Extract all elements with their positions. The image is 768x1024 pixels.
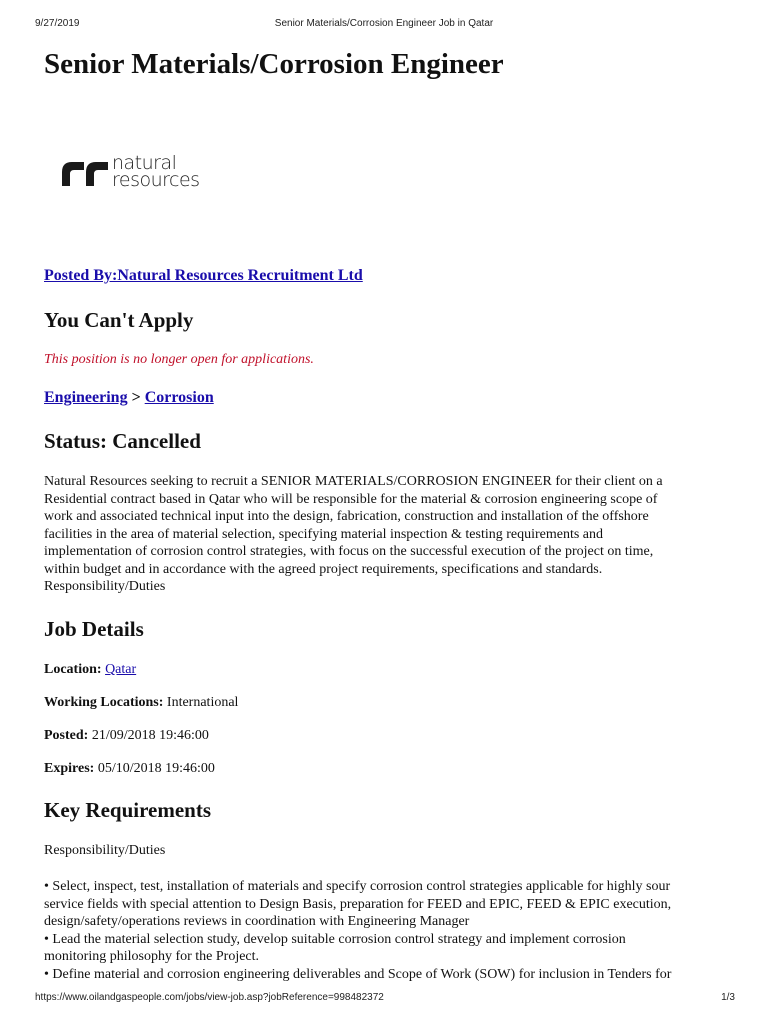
breadcrumb-corrosion-link[interactable]: Corrosion [144, 389, 214, 406]
breadcrumb-engineering-link[interactable]: Engineering [44, 389, 128, 406]
posted-label: Posted: [44, 728, 89, 743]
list-item: • Define material and corrosion engineering deliverables and Scope of Work (SOW) for inclusion in Tenders for [44, 966, 672, 982]
page-title: Senior Materials/Corrosion Engineer [44, 48, 504, 80]
detail-working-locations [44, 695, 238, 711]
description-line: within budget and in accordance with the agreed project requirements, specifications and standards. [44, 561, 603, 577]
detail-expires [44, 761, 215, 777]
list-item: service fields with special attention to Design Basis, preparation for FEED and EPIC, FEED & EPIC execution, [44, 896, 672, 912]
description-line: work and associated technical input into the design, fabrication, construction and installation of the offshore [44, 509, 649, 524]
breadcrumb [44, 389, 214, 407]
print-url: https://www.oilandgaspeople.com/jobs/view-job.asp?jobReference=998482372 [35, 992, 384, 1003]
list-item: • Lead the material selection study, develop suitable corrosion control strategy and implement corrosion [44, 931, 626, 947]
print-date: 9/27/2019 [35, 18, 80, 29]
job-details-heading: Job Details [44, 617, 144, 641]
requirements-list [44, 878, 734, 983]
job-content [44, 46, 734, 982]
logo-text-natural: natural [112, 152, 177, 174]
print-footer [0, 992, 768, 1012]
logo-text-resources: resources [112, 169, 200, 191]
status-heading: Status: Cancelled [44, 429, 201, 453]
working-locations-label: Working Locations: [44, 695, 164, 710]
description-line: Natural Resources seeking to recruit a SENIOR MATERIALS/CORROSION ENGINEER for their client on a [44, 474, 663, 489]
print-title: Senior Materials/Corrosion Engineer Job in Qatar [274, 18, 494, 29]
description-line: Residential contract based in Qatar who will be responsible for the material & corrosion engineering scope of [44, 491, 658, 507]
description-line: facilities in the area of material selection, specifying material inspection & testing requirements and [44, 526, 604, 542]
closed-message: This position is no longer open for applications. [44, 352, 314, 367]
detail-posted [44, 728, 209, 744]
posted-by-link[interactable]: Posted By:Natural Resources Recruitment Ltd [44, 267, 363, 284]
responsibility-label: Responsibility/Duties [44, 843, 166, 858]
company-logo [62, 154, 232, 194]
working-locations-value: International [166, 695, 239, 710]
detail-location [44, 662, 136, 678]
natural-resources-logo-icon [62, 162, 110, 186]
description-line: implementation of corrosion control strategies, with focus on the successful execution of the project on time, [44, 544, 654, 559]
cant-apply-heading: You Can't Apply [44, 308, 194, 332]
page-number: 1/3 [721, 992, 735, 1003]
job-description [44, 473, 734, 596]
location-qatar-link[interactable]: Qatar [105, 662, 137, 677]
list-item: monitoring philosophy for the Project. [44, 949, 260, 964]
list-item: • Select, inspect, test, installation of materials and specify corrosion control strategies applicable for highly sour [44, 879, 671, 894]
posted-value: 21/09/2018 19:46:00 [91, 728, 209, 743]
description-line: Responsibility/Duties [44, 579, 166, 594]
expires-value: 05/10/2018 19:46:00 [97, 761, 215, 776]
expires-label: Expires: [44, 761, 95, 776]
print-header [0, 0, 768, 30]
list-item: design/safety/operations reviews in coordination with Engineering Manager [44, 914, 470, 929]
location-label: Location: [44, 662, 102, 677]
key-requirements-heading: Key Requirements [44, 798, 212, 822]
breadcrumb-separator: > [131, 389, 141, 406]
